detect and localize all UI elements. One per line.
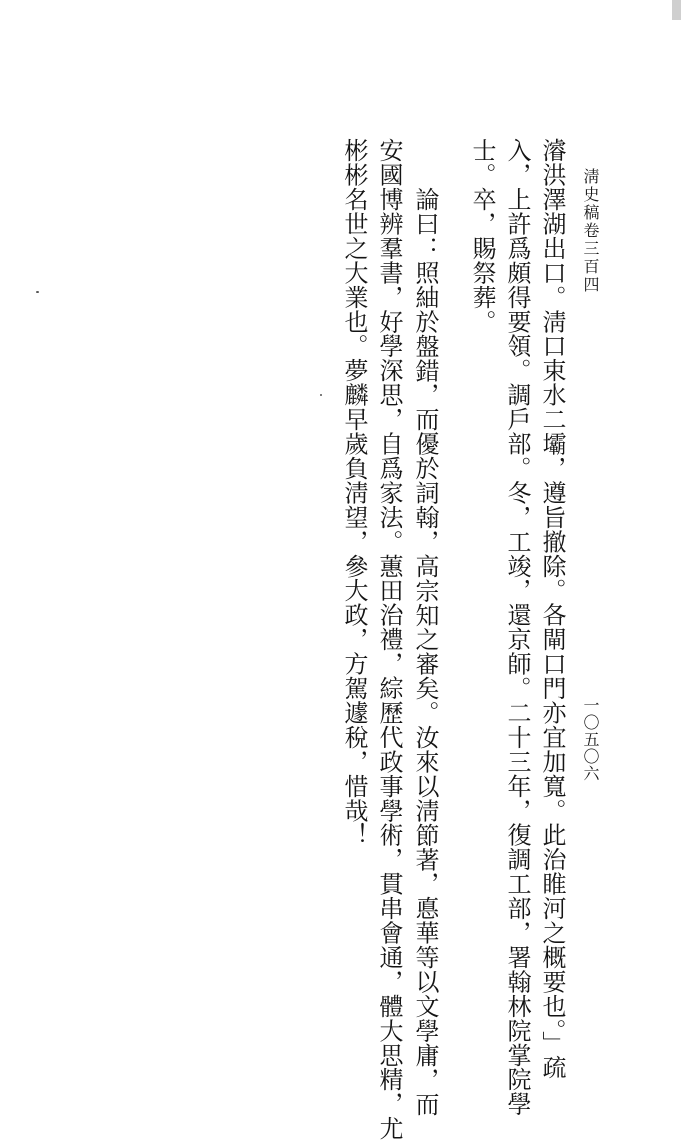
page-edge-mark: [672, 0, 681, 20]
commentary-column-1: 論曰：照紬於盤錯，而優於詞翰，高宗知之審矣。汝來以淸節著，悳華等以文學庸，而: [411, 187, 439, 1117]
text-column-2: 入，上許爲頗得要領。調戶部。冬，工竣，還京師。二十三年，復調工部，署翰林院掌院學: [503, 138, 531, 1116]
commentary-column-2: 安國博辨羣書，好學深思，自爲家法。蕙田治禮，綜歷代政事學術，貫串會通，體大思精，尤: [375, 138, 403, 1140]
commentary-column-3: 彬彬名世之大業也。夢麟早歲負淸望，參大政，方駕遽稅，惜哉！: [340, 138, 368, 848]
print-speck: [320, 394, 322, 396]
text-column-3: 士。卒，賜祭葬。: [468, 138, 496, 334]
running-title: 淸史稿卷三百四: [581, 168, 600, 294]
text-column-1: 濬洪澤湖出口。淸口束水二壩，遵旨撤除。各閘口門亦宜加寬。此治睢河之概要也。」疏: [538, 138, 566, 1080]
page-number: 一〇五〇六: [581, 697, 600, 782]
print-speck: [36, 291, 39, 293]
